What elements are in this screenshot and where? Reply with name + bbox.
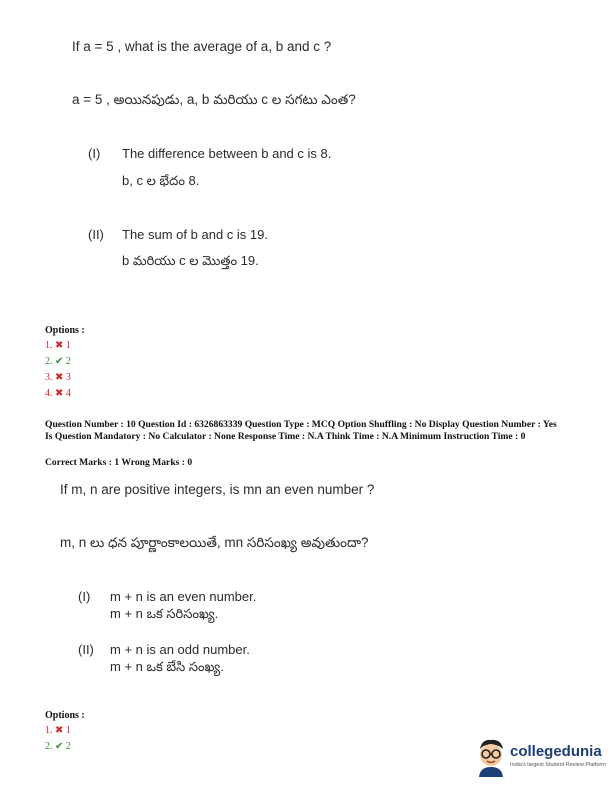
q10-question-te: m, n లు ధన పూర్ణాంకాలయితే, mn సరిసంఖ్య అవుతుందా? bbox=[60, 535, 369, 550]
q9-statement-2-te: b మరియు c ల మొత్తం 19. bbox=[122, 253, 259, 268]
option-number: 2. bbox=[45, 356, 53, 367]
option-number: 2. bbox=[45, 741, 53, 752]
q10-statement-2-en: m + n is an odd number. bbox=[110, 642, 250, 657]
q10-marks: Correct Marks : 1 Wrong Marks : 0 bbox=[45, 457, 193, 468]
q9-option-1 bbox=[45, 340, 71, 351]
q10-option-1 bbox=[45, 725, 71, 736]
check-icon: ✔ bbox=[55, 356, 64, 367]
wrong-icon: ✖ bbox=[55, 725, 64, 736]
option-value: 2 bbox=[65, 356, 71, 367]
q10-meta: Question Number : 10 Question Id : 6326863339 Question Type : MCQ Option Shuffling : No Display Question Number : Yes Is Question Mandatory : No Calculator : None Response Time : N.A Think Time : N.A Minimum Instruction Time : 0 bbox=[45, 419, 557, 442]
q10-statement-2-te: m + n ఒక బేసి సంఖ్య. bbox=[110, 659, 224, 674]
logo-tagline: India's largest Student Review Platform bbox=[510, 762, 606, 768]
q9-question-te: a = 5 , అయినపుడు, a, b మరియు c ల సగటు ఎంత? bbox=[72, 92, 356, 107]
q10-statement-1-en: m + n is an even number. bbox=[110, 589, 257, 604]
q9-option-2 bbox=[45, 356, 71, 367]
option-number: 1. bbox=[45, 725, 53, 736]
q9-statement-1-en: The difference between b and c is 8. bbox=[122, 146, 332, 161]
collegedunia-logo bbox=[474, 737, 604, 779]
q10-options-label: Options : bbox=[45, 710, 85, 721]
q9-statement-2-num: (II) bbox=[88, 227, 104, 242]
wrong-icon: ✖ bbox=[55, 340, 64, 351]
check-icon: ✔ bbox=[55, 741, 64, 752]
q10-statement-2-num: (II) bbox=[78, 642, 94, 657]
q10-statement-1-te: m + n ఒక సరిసంఖ్య. bbox=[110, 606, 219, 621]
option-value: 4 bbox=[65, 388, 71, 399]
mascot-icon bbox=[474, 737, 508, 777]
q9-statement-1-te: b, c ల భేదం 8. bbox=[122, 173, 200, 188]
q9-question-en: If a = 5 , what is the average of a, b and c ? bbox=[72, 39, 332, 54]
q9-options-label: Options : bbox=[45, 325, 85, 336]
wrong-icon: ✖ bbox=[55, 372, 64, 383]
q10-statement-1-num: (I) bbox=[78, 589, 91, 604]
option-value: 3 bbox=[65, 372, 71, 383]
q9-statement-1-num: (I) bbox=[88, 146, 101, 161]
option-value: 1 bbox=[65, 340, 71, 351]
option-value: 1 bbox=[65, 725, 71, 736]
q9-statement-2-en: The sum of b and c is 19. bbox=[122, 227, 268, 242]
option-value: 2 bbox=[65, 741, 71, 752]
logo-brand: collegedunia bbox=[510, 743, 602, 760]
q10-option-2 bbox=[45, 741, 71, 752]
q10-question-en: If m, n are positive integers, is mn an even number ? bbox=[60, 482, 375, 497]
option-number: 3. bbox=[45, 372, 53, 383]
wrong-icon: ✖ bbox=[55, 388, 64, 399]
option-number: 1. bbox=[45, 340, 53, 351]
q9-option-4 bbox=[45, 388, 71, 399]
q9-option-3 bbox=[45, 372, 71, 383]
option-number: 4. bbox=[45, 388, 53, 399]
